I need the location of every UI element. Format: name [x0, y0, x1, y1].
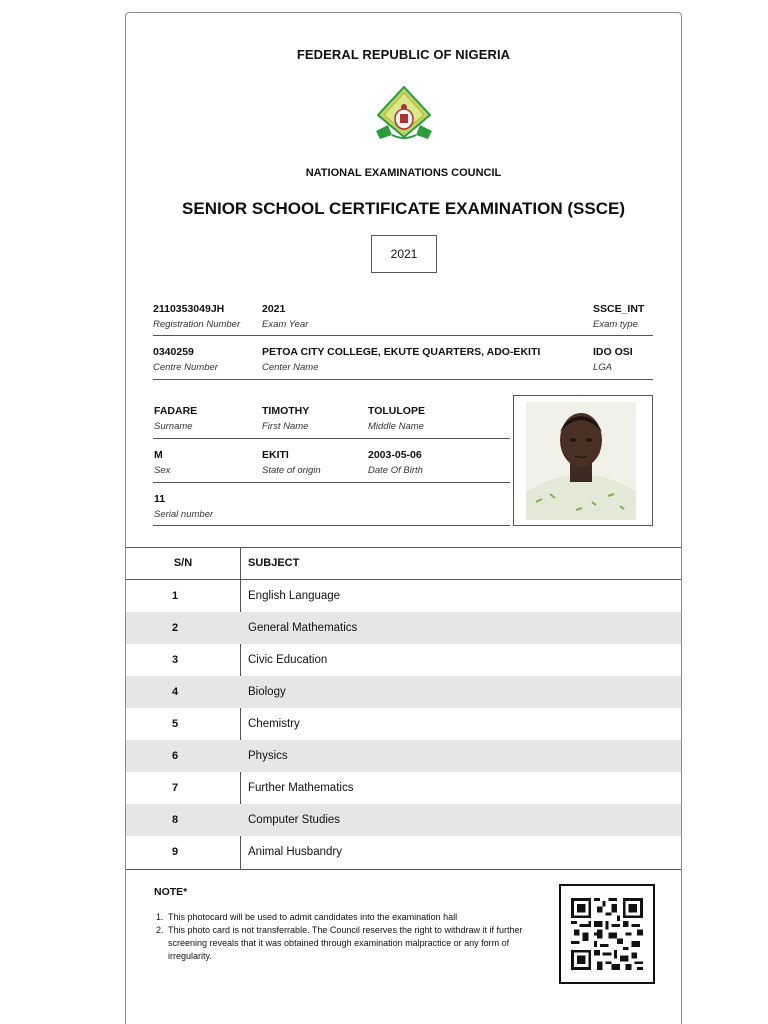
table-row [126, 612, 681, 644]
table-row [126, 804, 681, 836]
center-name-value: PETOA CITY COLLEGE, EKUTE QUARTERS, ADO-EKITI [262, 346, 541, 358]
table-border [126, 869, 681, 870]
note-number: 2. [156, 925, 164, 935]
exam-year-label: Exam Year [262, 319, 309, 330]
row-subject: Biology [248, 686, 286, 698]
row-sn: 4 [171, 686, 179, 698]
middle-name-value: TOLULOPE [368, 405, 425, 417]
year-box: 2021 [371, 235, 437, 273]
note-item [156, 911, 536, 924]
state-of-origin-label: State of origin [262, 465, 321, 476]
exam-type-field [593, 303, 644, 331]
exam-year-field [262, 303, 308, 331]
row-subject: Further Mathematics [248, 782, 354, 794]
exam-type-label: Exam type [593, 319, 638, 330]
middle-name-field [368, 405, 425, 433]
note-text: This photocard will be used to admit candidates into the examination hall [168, 912, 458, 922]
state-of-origin-value: EKITI [262, 449, 289, 461]
row-subject: General Mathematics [248, 622, 358, 634]
qr-code-icon [571, 896, 643, 972]
neco-crest-icon [372, 85, 436, 143]
middle-name-label: Middle Name [368, 421, 424, 432]
note-number: 1. [156, 912, 164, 922]
photocard [125, 12, 682, 1024]
serial-number-value: 11 [154, 493, 166, 505]
subjects-list [126, 580, 681, 868]
date-of-birth-label: Date Of Birth [368, 465, 423, 476]
council-name: NATIONAL EXAMINATIONS COUNCIL [305, 167, 502, 179]
row-sn: 3 [171, 654, 179, 666]
first-name-value: TIMOTHY [262, 405, 310, 417]
centre-number-label: Centre Number [153, 362, 218, 373]
divider [153, 335, 653, 336]
table-row [126, 676, 681, 708]
surname-field [154, 405, 197, 433]
lga-value: IDO OSI [593, 346, 633, 358]
row-subject: Chemistry [248, 718, 300, 730]
table-row [126, 836, 681, 868]
table-row [126, 580, 681, 612]
qr-frame [559, 884, 655, 984]
exam-year-value: 2021 [262, 303, 286, 315]
photo-frame [513, 395, 653, 526]
registration-number-field [153, 303, 240, 331]
table-header [126, 547, 681, 580]
divider [153, 379, 653, 380]
sex-label: Sex [154, 465, 171, 476]
sex-field [154, 449, 170, 477]
surname-value: FADARE [154, 405, 198, 417]
state-of-origin-field [262, 449, 321, 477]
row-subject: English Language [248, 590, 341, 602]
first-name-label: First Name [262, 421, 309, 432]
table-row [126, 740, 681, 772]
row-sn: 1 [171, 590, 179, 602]
first-name-field [262, 405, 309, 433]
date-of-birth-field [368, 449, 423, 477]
divider [153, 438, 510, 439]
lga-field [593, 346, 633, 374]
sn-header: S/N [173, 557, 193, 569]
lga-label: LGA [593, 362, 613, 373]
row-sn: 9 [171, 846, 179, 858]
centre-number-field [153, 346, 218, 374]
row-sn: 2 [171, 622, 179, 634]
row-sn: 8 [171, 814, 179, 826]
table-row [126, 772, 681, 804]
centre-number-value: 0340259 [153, 346, 194, 358]
divider [153, 525, 510, 526]
row-sn: 7 [171, 782, 179, 794]
center-name-label: Center Name [262, 362, 319, 373]
serial-number-field [154, 493, 213, 521]
row-subject: Computer Studies [248, 814, 341, 826]
exam-type-value: SSCE_INT [593, 303, 645, 315]
row-subject: Physics [248, 750, 288, 762]
subject-header: SUBJECT [248, 557, 300, 569]
registration-number-value: 2110353049JH [153, 303, 225, 315]
exam-title: SENIOR SCHOOL CERTIFICATE EXAMINATION (SSCE) [182, 199, 625, 218]
center-name-field [262, 346, 540, 374]
row-subject: Civic Education [248, 654, 328, 666]
note-title: NOTE* [154, 886, 188, 898]
candidate-photo [526, 402, 636, 520]
row-sn: 6 [171, 750, 179, 762]
sex-value: M [154, 449, 163, 461]
table-row [126, 644, 681, 676]
date-of-birth-value: 2003-05-06 [368, 449, 422, 461]
row-sn: 5 [171, 718, 179, 730]
surname-label: Surname [154, 421, 193, 432]
table-row [126, 708, 681, 740]
country-name: FEDERAL REPUBLIC OF NIGERIA [296, 47, 511, 62]
note-text: This photo card is not transferrable. The Council reserves the right to withdraw it if further screening reveals that it was obtained through examination malpractice or any form of irregularity. [168, 925, 523, 961]
serial-number-label: Serial number [154, 509, 214, 520]
row-subject: Animal Husbandry [248, 846, 342, 858]
divider [153, 482, 510, 483]
notes-list [156, 911, 536, 963]
registration-number-label: Registration Number [153, 319, 241, 330]
note-item [156, 924, 536, 963]
